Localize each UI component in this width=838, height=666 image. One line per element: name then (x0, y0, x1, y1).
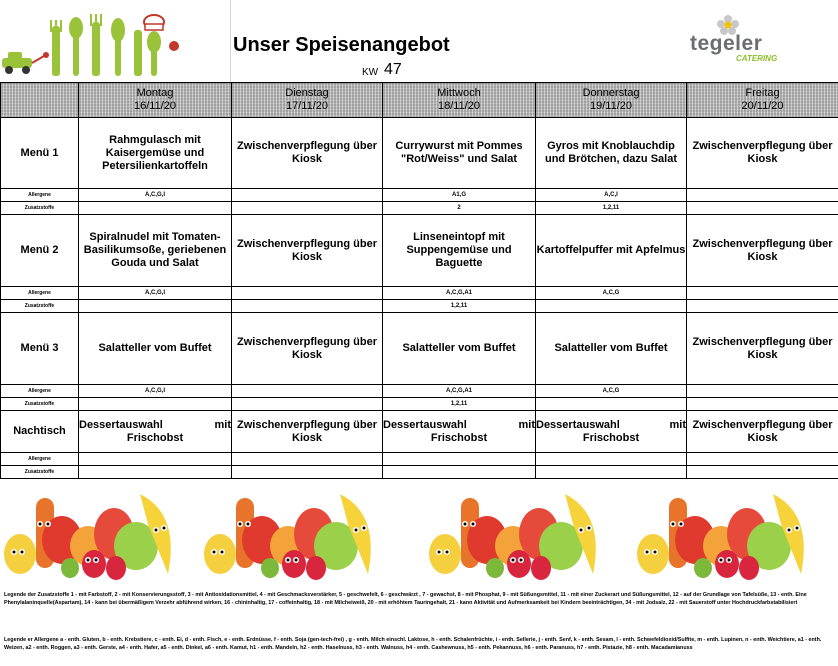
day-name: Dienstag (285, 87, 329, 99)
dessert-cell (79, 411, 232, 453)
allergene-cell (687, 385, 838, 398)
dish-cell: Salatteller vom Buffet (536, 313, 687, 385)
dish-cell: Linseneintopf mit Suppengemüse und Baguette (383, 215, 536, 287)
dessert-word: mit (518, 418, 535, 431)
allergene-cell: A,C,G,I (79, 287, 232, 300)
zusatzstoffe-cell: 1,2,11 (383, 398, 536, 411)
dessert-cell (536, 411, 687, 453)
allergene-cell (79, 453, 232, 466)
zusatzstoffe-cell (79, 300, 232, 313)
day-header (687, 83, 838, 118)
dessert-label: Nachtisch (1, 411, 79, 453)
dessert-word: Dessertauswahl (536, 418, 620, 431)
kw-value: 47 (384, 61, 402, 78)
dish-cell: Spiralnudel mit Tomaten-Basilikumsoße, geriebenen Gouda und Salat (79, 215, 232, 287)
dish-cell: Zwischenverpflegung über Kiosk (687, 313, 838, 385)
dish-cell: Zwischenverpflegung über Kiosk (232, 411, 383, 453)
zusatzstoffe-cell (79, 202, 232, 215)
menu-row (1, 215, 838, 287)
menu-label: Menü 2 (1, 215, 79, 287)
day-date: 20/11/20 (741, 100, 784, 112)
corner-cell (1, 83, 79, 118)
zusatzstoffe-row (1, 202, 838, 215)
dish-cell: Zwischenverpflegung über Kiosk (232, 118, 383, 189)
dish-cell: Zwischenverpflegung über Kiosk (687, 118, 838, 189)
allergene-cell: A,C,G,A1 (383, 287, 536, 300)
allergene-cell: A,C,I (536, 189, 687, 202)
allergene-cell (232, 385, 383, 398)
zusatzstoffe-cell (536, 300, 687, 313)
menu-table (0, 82, 838, 479)
page-title: Unser Speisenangebot (233, 34, 450, 56)
allergene-cell (536, 453, 687, 466)
dish-cell: Zwischenverpflegung über Kiosk (232, 313, 383, 385)
allergene-cell (232, 453, 383, 466)
dessert-word: Dessertauswahl (383, 418, 467, 431)
brand-subtitle: CATERING (736, 54, 778, 63)
kw-label: KW (362, 67, 379, 78)
dish-cell: Kartoffelpuffer mit Apfelmus (536, 215, 687, 287)
allergene-row (1, 287, 838, 300)
allergene-label: Allergene (1, 453, 79, 466)
dish-cell: Salatteller vom Buffet (383, 313, 536, 385)
zusatzstoffe-cell (232, 466, 383, 479)
day-name: Freitag (745, 87, 780, 99)
zusatzstoffe-cell (79, 466, 232, 479)
day-header (536, 83, 687, 118)
allergene-cell: A,C,G (536, 385, 687, 398)
dessert-word: mit (214, 418, 231, 431)
header (0, 0, 838, 82)
dish-cell: Rahmgulasch mit Kaisergemüse und Petersilienkartoffeln (79, 118, 232, 189)
zusatzstoffe-label: Zusatzstoffe (1, 300, 79, 313)
zusatzstoffe-cell (79, 398, 232, 411)
dish-cell: Zwischenverpflegung über Kiosk (232, 215, 383, 287)
allergene-row (1, 453, 838, 466)
allergene-cell: A,C,G,I (79, 385, 232, 398)
allergene-cell (687, 287, 838, 300)
legend-allergene: Legende er Allergene a - enth. Gluten, b - enth. Krebstiere, c - enth. Ei, d - enth. Fisch, e - enth. Erdnüsse, f - enth. Soja (gen-tech-frei) , g - enth. Milch einschl. Laktose, h - enth. Schalenfrüchte, i - enth. Sellerie, j - enth. Senf, k - enth. Sesam, l - enth. Schwefeldioxid/Sulfite, m - enth. Lupinen, n - enth. Weichtiere, a1 - enth. Weizen, a2 - enth. Roggen, a3 - enth. Gerste, a4 - enth. Hafer, a5 - enth. Dinkel, a6 - enth. Kamut, h1 - enth. Mandeln, h2 - enth. Haselnuss, h3 - enth. Walnuss, h4 - enth. Cashewnuss, h5 - enth. Pekannuss, h6 - enth. Paranuss, h7 - enth. Pistazie, h8 - enth. Macadamianuss (4, 637, 822, 651)
zusatzstoffe-row (1, 398, 838, 411)
dessert-word: Frischobst (126, 431, 184, 444)
allergene-cell (687, 189, 838, 202)
day-name: Donnerstag (582, 87, 640, 99)
day-name: Mittwoch (437, 87, 481, 99)
allergene-label: Allergene (1, 385, 79, 398)
zusatzstoffe-label: Zusatzstoffe (1, 466, 79, 479)
day-name: Montag (136, 87, 174, 99)
header-divider (230, 0, 231, 82)
days-row (1, 83, 838, 118)
zusatzstoffe-cell: 1,2,11 (536, 202, 687, 215)
allergene-label: Allergene (1, 189, 79, 202)
allergene-cell (232, 189, 383, 202)
brand-name: tegeler (690, 32, 763, 55)
allergene-cell: A,C,G (536, 287, 687, 300)
dish-cell: Currywurst mit Pommes "Rot/Weiss" und Salat (383, 118, 536, 189)
zusatzstoffe-row (1, 300, 838, 313)
day-date: 18/11/20 (437, 100, 480, 112)
dessert-row (1, 411, 838, 453)
menu-row (1, 313, 838, 385)
zusatzstoffe-cell (687, 300, 838, 313)
zusatzstoffe-cell (383, 466, 536, 479)
allergene-cell (232, 287, 383, 300)
legend-zusatzstoffe: Legende der Zusatzstoffe 1 - mit Farbstoff, 2 - mit Konservierungsstoff, 3 - mit Antioxidationsmittel, 4 - mit Geschmacksverstärker, 5 - geschwefelt, 6 - geschwärzt , 7 - gewachst, 8 - mit Phosphat, 9 - mit Süßungsmittel, 11 - mit einer Zuckerart und Süßungsmittel, 12 - auf der Grundlage von Tafelsüße, 13 - enth. Eine Phenylalaninquelle(Aspartam), 14 - kann bei übermäßigem Verzehr abführend wirken, 16 - chininhaltig, 17 - coffeinhaltig, 18 - mit Milcheiweiß, 20 - mit erhöhtem Tauringehalt, 21 - kann Aktivität und Aufmerksamkeit bei Kindern beeinträchtigen, 34 - mit Jodsalz, 22 - mit Sauerstoff unter Hochdruckfarbstabilisiert (4, 592, 807, 606)
zusatzstoffe-cell: 2 (383, 202, 536, 215)
allergene-cell (383, 453, 536, 466)
zusatzstoffe-cell (232, 202, 383, 215)
dessert-word: Frischobst (430, 431, 488, 444)
allergene-row (1, 189, 838, 202)
zusatzstoffe-cell (232, 300, 383, 313)
allergene-row (1, 385, 838, 398)
allergene-cell: A,C,G,A1 (383, 385, 536, 398)
allergene-cell: A,C,G,I (79, 189, 232, 202)
menu-label: Menü 3 (1, 313, 79, 385)
day-header (79, 83, 232, 118)
day-header (383, 83, 536, 118)
zusatzstoffe-cell (687, 202, 838, 215)
cutlery-logo-icon (0, 0, 190, 82)
dish-cell: Zwischenverpflegung über Kiosk (687, 411, 838, 453)
menu-label: Menü 1 (1, 118, 79, 189)
dish-cell: Zwischenverpflegung über Kiosk (687, 215, 838, 287)
zusatzstoffe-cell: 1,2,11 (383, 300, 536, 313)
zusatzstoffe-cell (536, 466, 687, 479)
menu-row (1, 118, 838, 189)
allergene-label: Allergene (1, 287, 79, 300)
day-date: 17/11/20 (285, 100, 328, 112)
dessert-word: mit (669, 418, 686, 431)
allergene-cell: A1,G (383, 189, 536, 202)
day-header (232, 83, 383, 118)
zusatzstoffe-cell (687, 466, 838, 479)
dessert-word: Frischobst (582, 431, 640, 444)
allergene-cell (687, 453, 838, 466)
zusatzstoffe-cell (687, 398, 838, 411)
dish-cell: Salatteller vom Buffet (79, 313, 232, 385)
dish-cell: Gyros mit Knoblauchdip und Brötchen, dazu Salat (536, 118, 687, 189)
fruit-illustration (0, 484, 838, 590)
tegeler-logo (690, 14, 780, 64)
zusatzstoffe-label: Zusatzstoffe (1, 202, 79, 215)
zusatzstoffe-row (1, 466, 838, 479)
dessert-word: Dessertauswahl (79, 418, 163, 431)
day-date: 19/11/20 (589, 100, 632, 112)
day-date: 16/11/20 (133, 100, 176, 112)
zusatzstoffe-cell (232, 398, 383, 411)
dessert-cell (383, 411, 536, 453)
zusatzstoffe-cell (536, 398, 687, 411)
zusatzstoffe-label: Zusatzstoffe (1, 398, 79, 411)
